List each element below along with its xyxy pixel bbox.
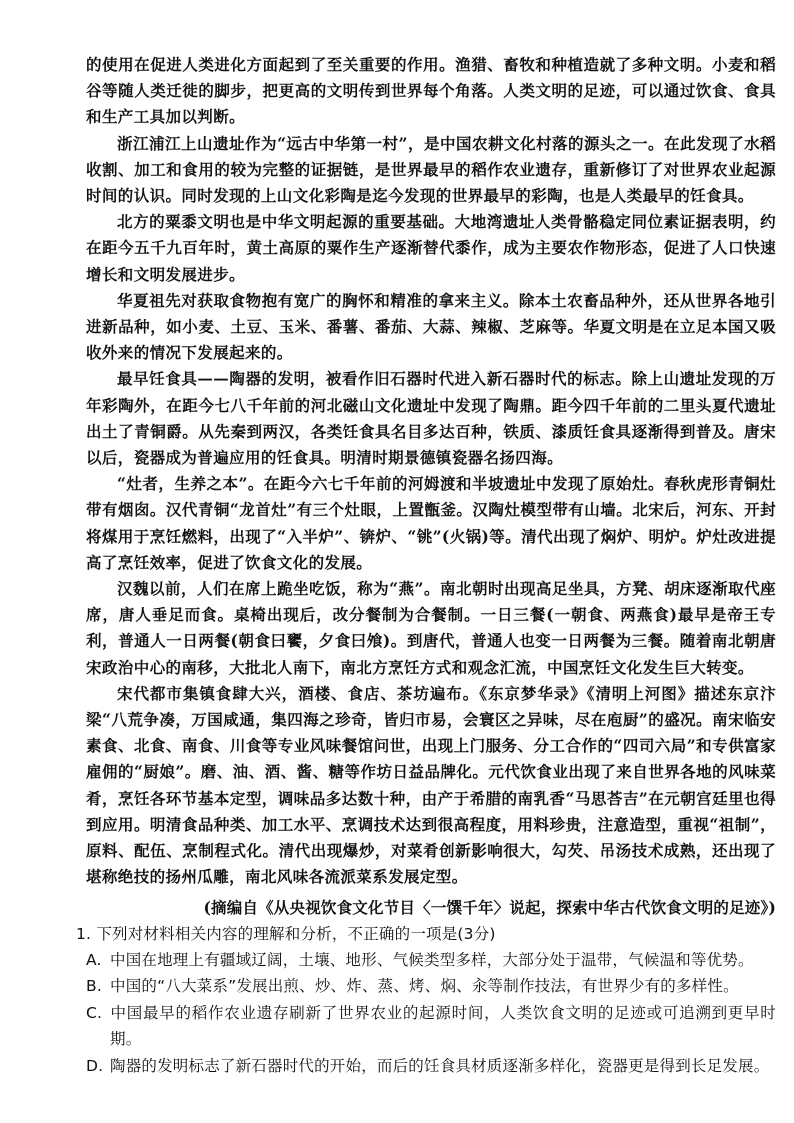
reading-passage — [86, 52, 776, 921]
passage-paragraph: 北方的粟黍文明也是中华文明起源的重要基础。大地湾遗址人类骨骼稳定同位素证据表明，约在距今五千九百年时，黄土高原的粟作生产逐渐替代黍作，成为主要农作物形态，促进了人口快速增长和文明发展进步。 — [86, 212, 776, 284]
answer-option-d — [86, 1053, 776, 1080]
answer-option-c — [86, 1000, 776, 1053]
passage-paragraph: “灶者，生养之本”。在距今六七千年前的河姆渡和半坡遗址中发现了原始灶。春秋虎形青铜灶带有烟囱。汉代青铜“龙首灶”有三个灶眼，上置甑釜。汉陶灶模型带有山墙。北宋后，河东、开封将煤用于烹饪燃料，出现了“入半炉”、锛炉、“铫”(火锅)等。清代出现了焖炉、明炉。炉灶改进提高了烹饪效率，促进了饮食文化的发展。 — [86, 474, 776, 572]
option-letter: C. — [86, 1003, 103, 1022]
option-text: 中国在地理上有疆域辽阔，土壤、地形、气候类型多样，大部分处于温带，气候温和等优势。 — [110, 950, 754, 969]
exam-page — [76, 52, 776, 1079]
option-letter: D. — [86, 1056, 104, 1075]
passage-paragraph: 浙江浦江上山遗址作为“远古中华第一村”，是中国农耕文化村落的源头之一。在此发现了水稻收割、加工和食用的较为完整的证据链，是世界最早的稻作农业遗存，重新修订了对世界农业起源时间的认识。同时发现的上山文化彩陶是迄今发现的世界最早的彩陶，也是人类最早的饪食具。 — [86, 133, 776, 206]
option-letter: A. — [86, 950, 102, 969]
answer-options — [86, 947, 776, 1080]
passage-paragraph: 宋代都市集镇食肆大兴，酒楼、食店、茶坊遍布。《东京梦华录》《清明上河图》描述东京汴梁“八荒争凑，万国咸通，集四海之珍奇，皆归市易，会寰区之异味，尽在庖厨”的盛况。南宋临安素食、北食、南食、川食等专业风味餐馆问世，出现上门服务、分工合作的“四司六局”和专供富家雇佣的“厨娘”。磨、油、酒、酱、糖等作坊日益品牌化。元代饮食业出现了来自世界各地的风味菜肴，烹饪各环节基本定型，调味品多达数十种，由产于希腊的南乳香“马思荅吉”在元朝宫廷里也得到应用。明清食品种类、加工水平、烹调技术达到很高程度，用料珍贵，注意造型，重视“祖制”，原料、配伍、烹制程式化。清代出现爆炒，对菜肴创新影响很大，勾芡、吊汤技术成熟，还出现了堪称绝技的扬州瓜雕，南北风味各流派菜系发展定型。 — [86, 683, 776, 887]
question-block — [76, 921, 776, 1080]
passage-paragraph: 汉魏以前，人们在席上跪坐吃饭，称为“燕”。南北朝时出现高足坐具，方凳、胡床逐渐取代座席，唐人垂足而食。桌椅出现后，改分餐制为合餐制。一日三餐(一朝食、两燕食)最早是帝王专利，普通人一日两餐(朝食曰饔，夕食曰飧)。到唐代，普通人也变一日两餐为三餐。随着南北朝唐宋政治中心的南移，大批北人南下，南北方烹饪方式和观念汇流，中国烹饪文化发生巨大转变。 — [86, 579, 776, 677]
option-letter: B. — [86, 977, 102, 995]
option-text: 陶器的发明标志了新石器时代的开始，而后的饪食具材质逐渐多样化，瓷器更是得到长足发展。 — [110, 1056, 770, 1075]
question-stem: 1. 下列对材料相关内容的理解和分析，不正确的一项是(3分) — [76, 924, 496, 943]
answer-option-b — [86, 973, 776, 1000]
option-text: 中国的“八大菜系”发展出煎、炒、炸、蒸、烤、焖、汆等制作技法，有世界少有的多样性。 — [110, 977, 739, 995]
passage-paragraph: 华夏祖先对获取食物抱有宽广的胸怀和精准的拿来主义。除本土农畜品种外，还从世界各地引进新品种，如小麦、土豆、玉米、番薯、番茄、大蒜、辣椒、芝麻等。华夏文明是在立足本国又吸收外来的情况下发展起来的。 — [86, 290, 776, 363]
option-text: 中国最早的稻作农业遗存刷新了世界农业的起源时间，人类饮食文明的足迹或可追溯到更早时期。 — [110, 1003, 776, 1048]
passage-paragraph: 的使用在促进人类进化方面起到了至关重要的作用。渔猎、畜牧和种植造就了多种文明。小麦和稻谷等随人类迁徙的脚步，把更高的文明传到世界每个角落。人类文明的足迹，可以通过饮食、食具和生产工具加以判断。 — [86, 55, 776, 127]
answer-option-a — [86, 947, 776, 974]
passage-paragraph: 最早饪食具——陶器的发明，被看作旧石器时代进入新石器时代的标志。除上山遗址发现的万年彩陶外，在距今七八千年前的河北磁山文化遗址中发现了陶鼎。距今四千年前的二里头夏代遗址出土了青铜爵。从先秦到两汉，各类饪食具名目多达百种，铁质、漆质饪食具逐渐得到普及。唐宋以后，瓷器成为普遍应用的饪食具。明清时期景德镇瓷器名扬四海。 — [86, 369, 776, 468]
source-citation: (摘编自《从央视饮食文化节目〈一馔千年〉说起，探索中华古代饮食文明的足迹》) — [203, 897, 776, 917]
